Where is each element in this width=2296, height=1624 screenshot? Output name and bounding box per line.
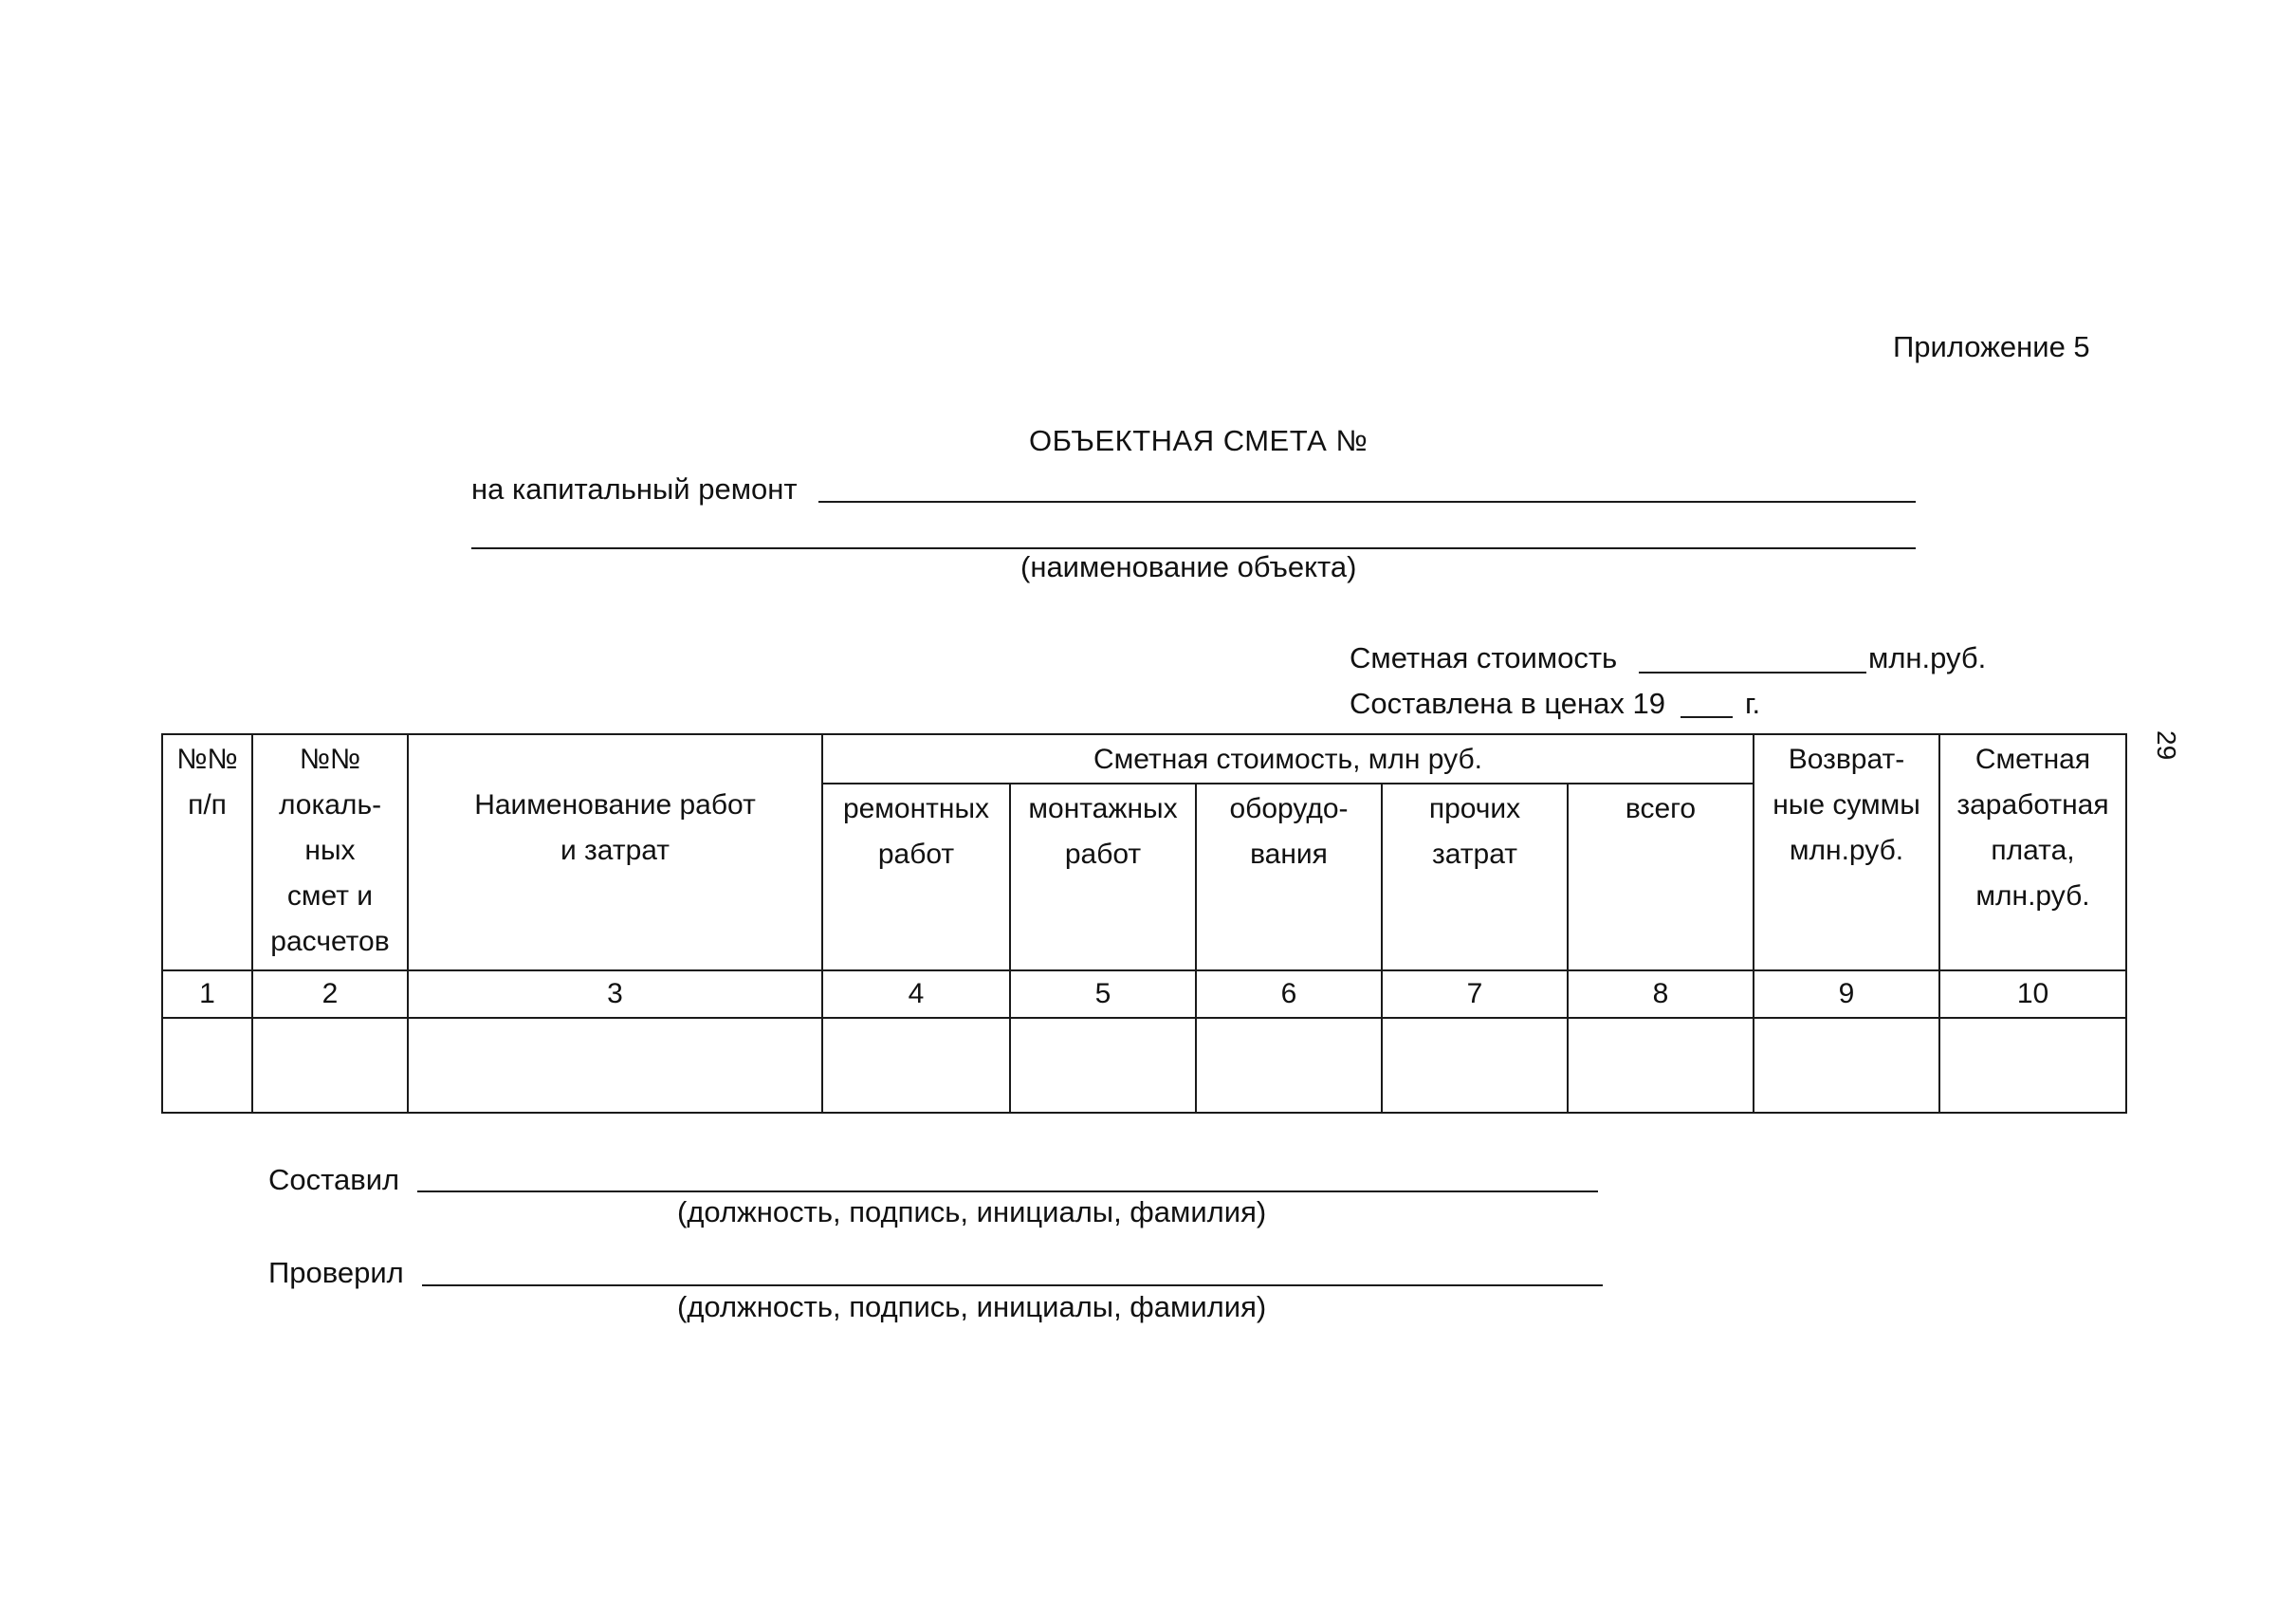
year-blank-line xyxy=(1681,716,1733,718)
col-header-row-number: №№ п/п xyxy=(162,734,252,970)
cost-unit: млн.руб. xyxy=(1868,641,1987,674)
prices-label: Составлена в ценах 19 xyxy=(1350,687,1665,720)
col-number-1: 1 xyxy=(162,970,252,1018)
table-cell[interactable] xyxy=(822,1018,1010,1113)
col-header-repair-works: ремонтных работ xyxy=(822,784,1010,970)
repair-label: на капитальный ремонт xyxy=(471,472,798,506)
col-header-salary: Сметная заработная плата, млн.руб. xyxy=(1939,734,2126,970)
table-cell[interactable] xyxy=(1196,1018,1382,1113)
col-number-4: 4 xyxy=(822,970,1010,1018)
object-caption: (наименование объекта) xyxy=(1020,550,1357,583)
col-number-7: 7 xyxy=(1382,970,1568,1018)
checked-signature-caption: (должность, подпись, инициалы, фамилия) xyxy=(677,1290,1267,1323)
object-name-line-2 xyxy=(471,547,1916,549)
table-cell[interactable] xyxy=(1939,1018,2126,1113)
page-number: 29 xyxy=(2152,730,2181,761)
prices-suffix: г. xyxy=(1745,687,1761,720)
cost-blank-line xyxy=(1639,672,1866,674)
col-number-10: 10 xyxy=(1939,970,2126,1018)
document-title: ОБЪЕКТНАЯ СМЕТА № xyxy=(1029,424,1368,457)
table-cell[interactable] xyxy=(1010,1018,1196,1113)
object-name-line xyxy=(818,501,1916,503)
table-cell[interactable] xyxy=(252,1018,408,1113)
table-cell[interactable] xyxy=(1382,1018,1568,1113)
col-header-group-cost: Сметная стоимость, млн руб. xyxy=(822,734,1754,784)
table-cell[interactable] xyxy=(408,1018,822,1113)
table-cell[interactable] xyxy=(1568,1018,1754,1113)
col-number-2: 2 xyxy=(252,970,408,1018)
col-number-5: 5 xyxy=(1010,970,1196,1018)
table-row xyxy=(162,1018,2126,1113)
col-number-3: 3 xyxy=(408,970,822,1018)
table-cell[interactable] xyxy=(1754,1018,1939,1113)
table-cell[interactable] xyxy=(162,1018,252,1113)
cost-label: Сметная стоимость xyxy=(1350,641,1618,674)
compiled-signature-caption: (должность, подпись, инициалы, фамилия) xyxy=(677,1195,1267,1228)
col-number-9: 9 xyxy=(1754,970,1939,1018)
col-header-install-works: монтажных работ xyxy=(1010,784,1196,970)
appendix-label: Приложение 5 xyxy=(1893,330,2090,363)
col-number-8: 8 xyxy=(1568,970,1754,1018)
col-header-returnable: Возврат- ные суммы млн.руб. xyxy=(1754,734,1939,970)
col-header-other-costs: прочих затрат xyxy=(1382,784,1568,970)
compiled-signature-line xyxy=(417,1190,1598,1192)
col-header-total: всего xyxy=(1568,784,1754,970)
col-number-6: 6 xyxy=(1196,970,1382,1018)
checked-by-label: Проверил xyxy=(268,1256,404,1289)
col-header-equipment: оборудо- вания xyxy=(1196,784,1382,970)
col-header-local-estimates: №№ локаль- ных смет и расчетов xyxy=(252,734,408,970)
estimate-table xyxy=(161,733,2127,1114)
col-header-work-name: Наименование работ и затрат xyxy=(408,734,822,970)
compiled-by-label: Составил xyxy=(268,1163,400,1196)
checked-signature-line xyxy=(422,1284,1603,1286)
